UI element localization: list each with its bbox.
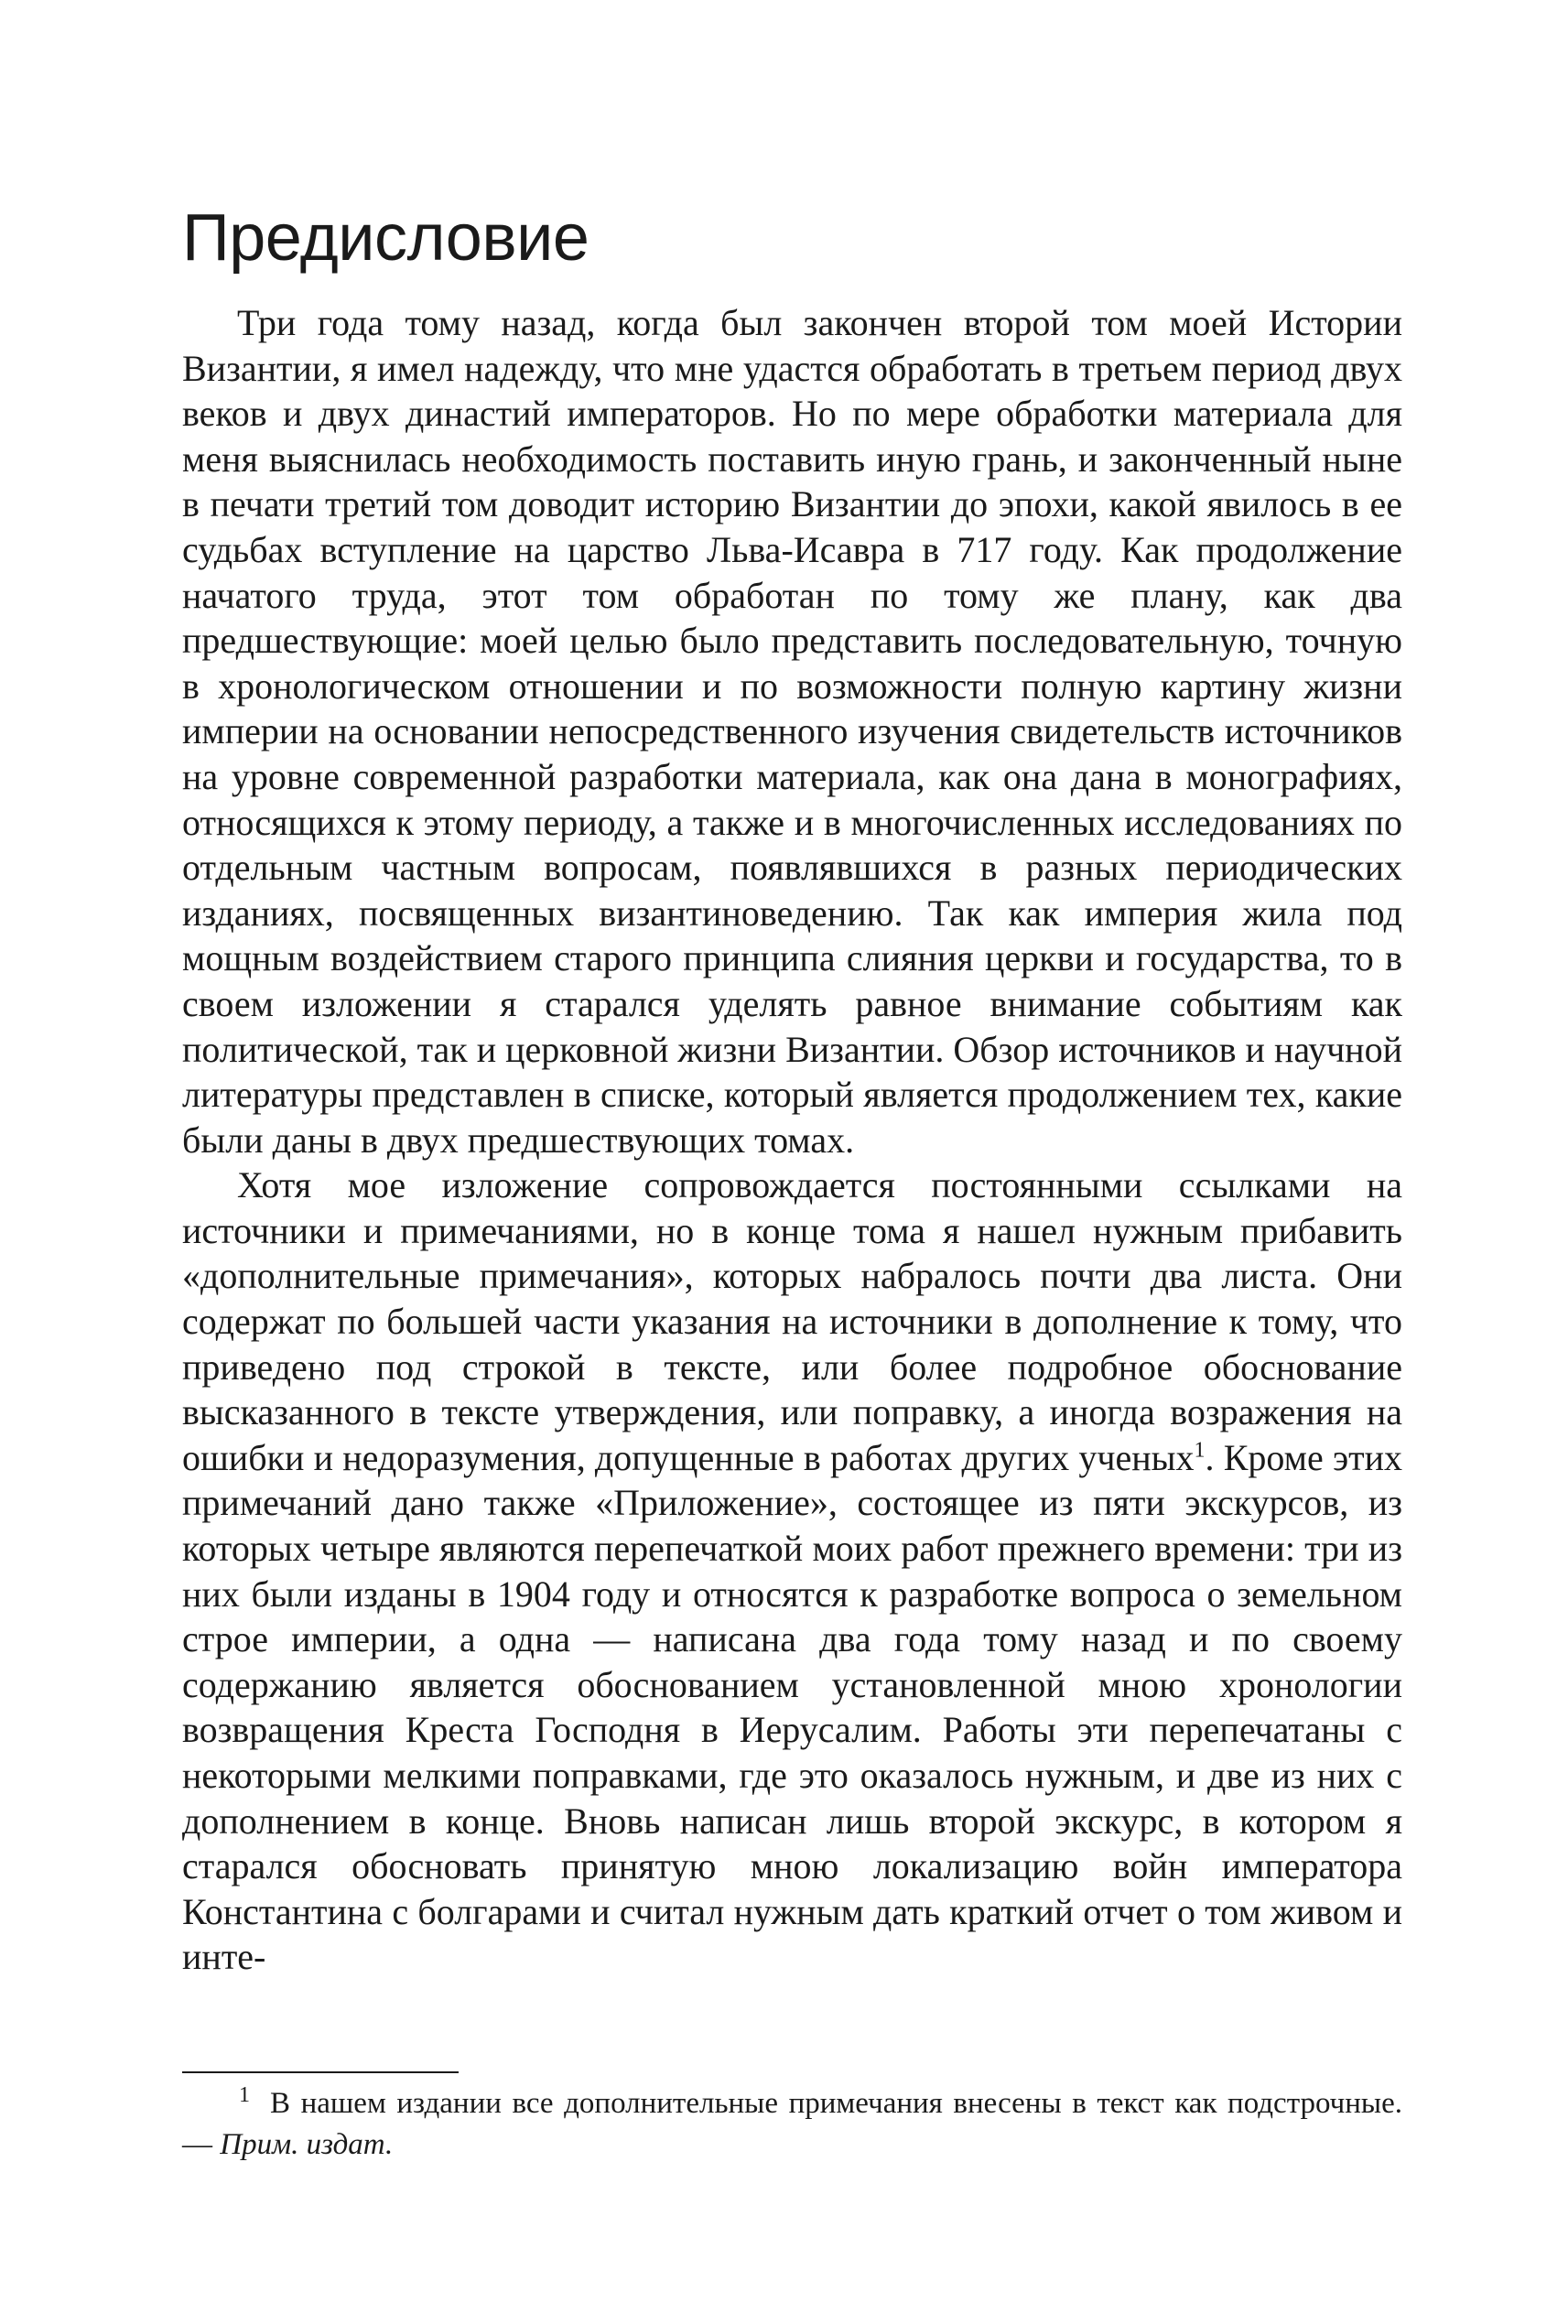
footnote-editor-note: Прим. издат. bbox=[220, 2128, 394, 2161]
paragraph-2 bbox=[182, 1162, 1402, 1980]
footnote-text: В нашем издании все дополнительные примечания внесены в текст как подстрочные. — bbox=[182, 2087, 1402, 2161]
paragraph-1: Три года тому назад, когда был закончен второй том моей Истории Византии, я имел надежду, что мне удастся обработать в третьем период двух веков и двух династий императоров. Но по мере обработки материала для меня выяснилась необходимость поставить иную грань, и законченный ныне в печати третий том доводит историю Византии до эпохи, какой явилось в ее судьбах вступление на царство Льва-Исавра в 717 году. Как продолжение начатого труда, этот том обработан по тому же плану, как два предшествующие: моей целью было представить последовательную, точную в хронологическом отношении и по возможности полную картину жизни империи на основании непосредственного изучения свидетельств источников на уровне современной разработки материала, как она дана в монографиях, относящихся к этому периоду, а также и в многочисленных исследованиях по отдельным частным вопросам, появлявшихся в разных периодических изданиях, посвященных византиноведению. Так как империя жила под мощным воздействием старого принципа слияния церкви и государства, то в своем изложении я старался уделять равное внимание событиям как политической, так и церковной жизни Византии. Обзор источников и научной литературы представлен в списке, который является продолжением тех, какие были даны в двух предшествующих томах. bbox=[182, 302, 1402, 1161]
footnote-reference[interactable]: 1 bbox=[1194, 1438, 1206, 1463]
page-title: Предисловие bbox=[182, 201, 589, 275]
body-text bbox=[182, 300, 1402, 1980]
footnote bbox=[182, 2083, 1402, 2166]
paragraph-2-text-start: Хотя мое изложение сопровождается постоянными ссылками на источники и примечаниями, но в конце тома я нашел нужным прибавить «дополнительные примечания», которых набралось почти два листа. Они содержат по большей части указания на источники в дополнение к тому, что приведено под строкой в тексте, или более подробное обоснование высказанного в тексте утверждения, или поправку, а иногда возражения на ошибки и недоразумения, допущенные в работах других ученых bbox=[182, 1164, 1402, 1478]
footnote-divider bbox=[182, 2071, 459, 2073]
footnote-paragraph bbox=[182, 2083, 1402, 2166]
footnote-number: 1 bbox=[239, 2083, 250, 2107]
paragraph-2-text-end: . Кроме этих примечаний дано также «Приложение», состоящее из пяти экскурсов, из которых четыре являются перепечаткой моих работ прежнего времени: три из них были изданы в 1904 году и относятся к разработке вопроса о земельном строе империи, а одна — написана два года тому назад и по своему содержанию является обоснованием установленной мною хронологии возвращения Креста Господня в Иерусалим. Работы эти перепечатаны с некоторыми мелкими поправками, где это оказалось нужным, и две из них с дополнением в конце. Вновь написан лишь второй экскурс, в котором я старался обосновать принятую мною локализацию войн императора Константина с болгарами и считал нужным дать краткий отчет о том живом и инте- bbox=[182, 1436, 1402, 1978]
